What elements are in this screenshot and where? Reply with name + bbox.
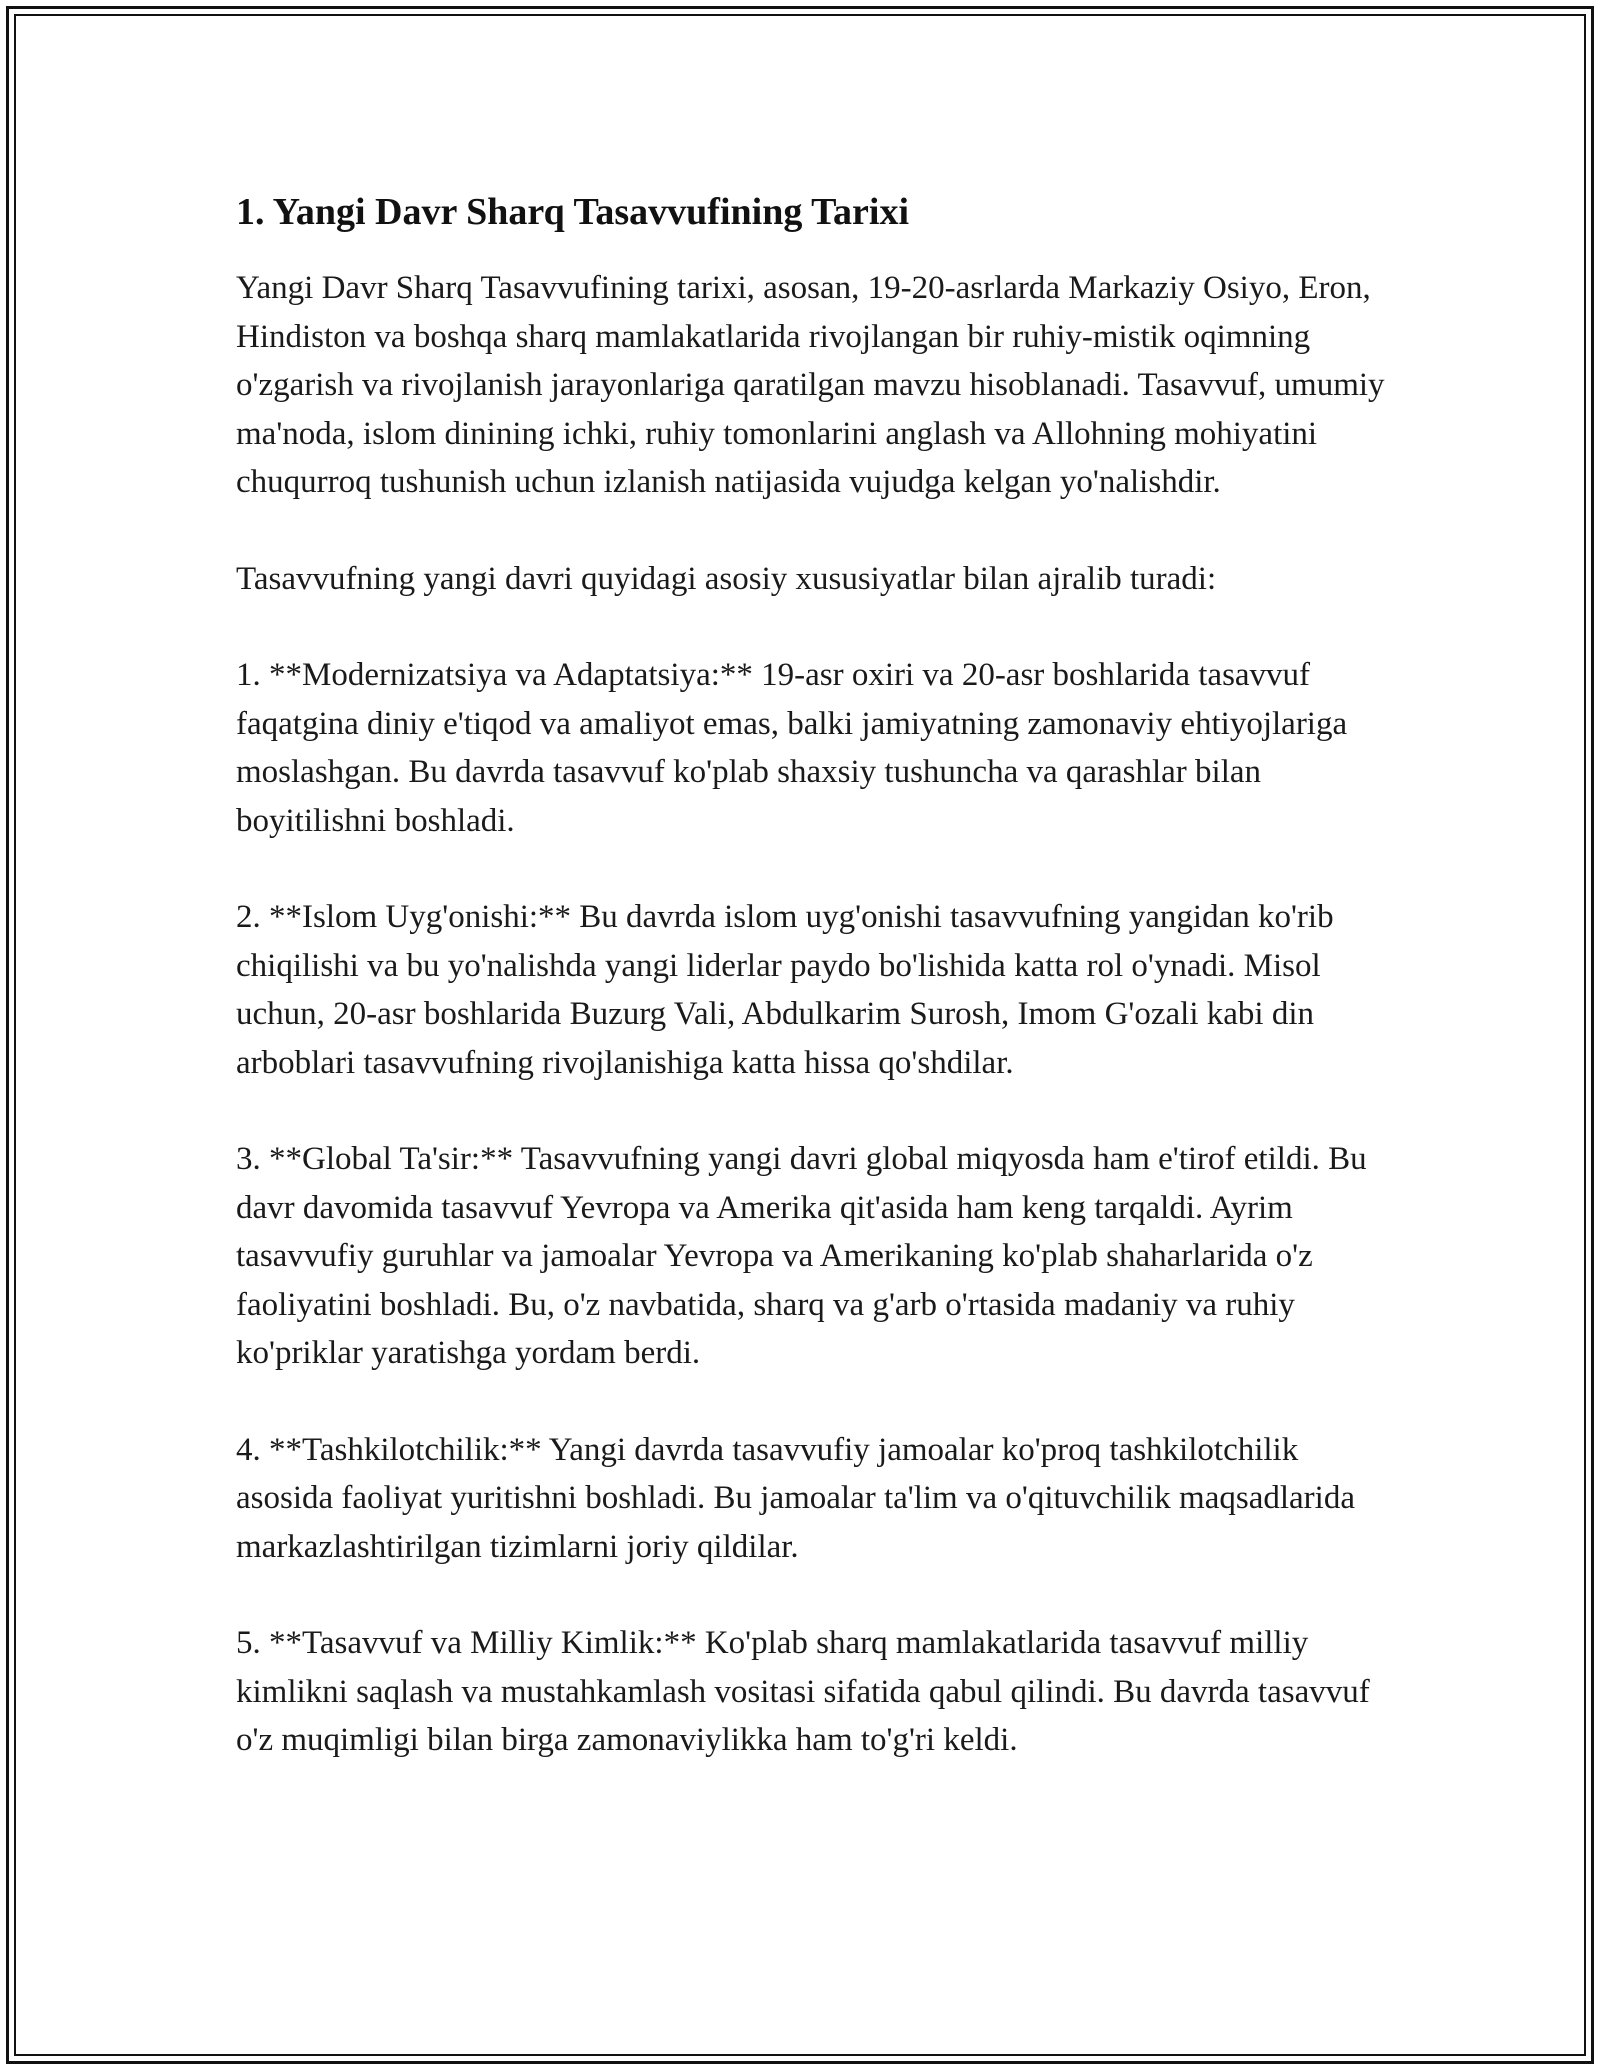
list-item-global-influence: 3. **Global Ta'sir:** Tasavvufning yangi davri global miqyosda ham e'tirof etildi. Bu davr davomida tasavvuf Yevropa va Amerika qit'asida ham keng tarqaldi. Ayrim tasavvufiy guruhlar va jamoalar Yevropa va Amerikaning ko'plab shaharlarida o'z faoliyatini boshladi. Bu, o'z navbatida, sharq va g'arb o'rtasida madaniy va ruhiy ko'priklar yaratishga yordam berdi.	[236, 1141, 1367, 1371]
section-heading: 1. Yangi Davr Sharq Tasavvufining Tarixi	[236, 191, 909, 233]
list-item-modernization: 1. **Modernizatsiya va Adaptatsiya:** 19-asr oxiri va 20-asr boshlarida tasavvuf faqatgina diniy e'tiqod va amaliyot emas, balki jamiyatning zamonaviy ehtiyojlariga moslashgan. Bu davrda tasavvuf ko'plab shaxsiy tushuncha va qarashlar bilan boyitilishni boshladi.	[236, 657, 1348, 839]
features-lead-paragraph: Tasavvufning yangi davri quyidagi asosiy xususiyatlar bilan ajralib turadi:	[236, 560, 1217, 597]
intro-paragraph: Yangi Davr Sharq Tasavvufining tarixi, asosan, 19-20-asrlarda Markaziy Osiyo, Eron, Hindiston va boshqa sharq mamlakatlarida rivojlangan bir ruhiy-mistik oqimning o'zgarish va rivojlanish jarayonlariga qaratilgan mavzu hisoblanadi. Tasavvuf, umumiy ma'noda, islom dinining ichki, ruhiy tomonlarini anglash va Allohning mohiyatini chuqurroq tushunish uchun izlanish natijasida vujudga kelgan yo'nalishdir.	[236, 270, 1385, 500]
list-item-islamic-revival: 2. **Islom Uyg'onishi:** Bu davrda islom uyg'onishi tasavvufning yangidan ko'rib chiqilishi va bu yo'nalishda yangi liderlar paydo bo'lishida katta rol o'ynadi. Misol uchun, 20-asr boshlarida Buzurg Vali, Abdulkarim Surosh, Imom G'ozali kabi din arboblari tasavvufning rivojlanishiga katta hissa qo'shdilar.	[236, 899, 1334, 1081]
document-body	[236, 186, 1396, 1813]
list-item-national-identity: 5. **Tasavvuf va Milliy Kimlik:** Ko'plab sharq mamlakatlarida tasavvuf milliy kimlikni saqlash va mustahkamlash vositasi sifatida qabul qilindi. Bu davrda tasavvuf o'z muqimligi bilan birga zamonaviylikka ham to'g'ri keldi.	[236, 1625, 1370, 1758]
list-item-organization: 4. **Tashkilotchilik:** Yangi davrda tasavvufiy jamoalar ko'proq tashkilotchilik asosida faoliyat yuritishni boshladi. Bu jamoalar ta'lim va o'qituvchilik maqsadlarida markazlashtirilgan tizimlarni joriy qildilar.	[236, 1431, 1355, 1565]
